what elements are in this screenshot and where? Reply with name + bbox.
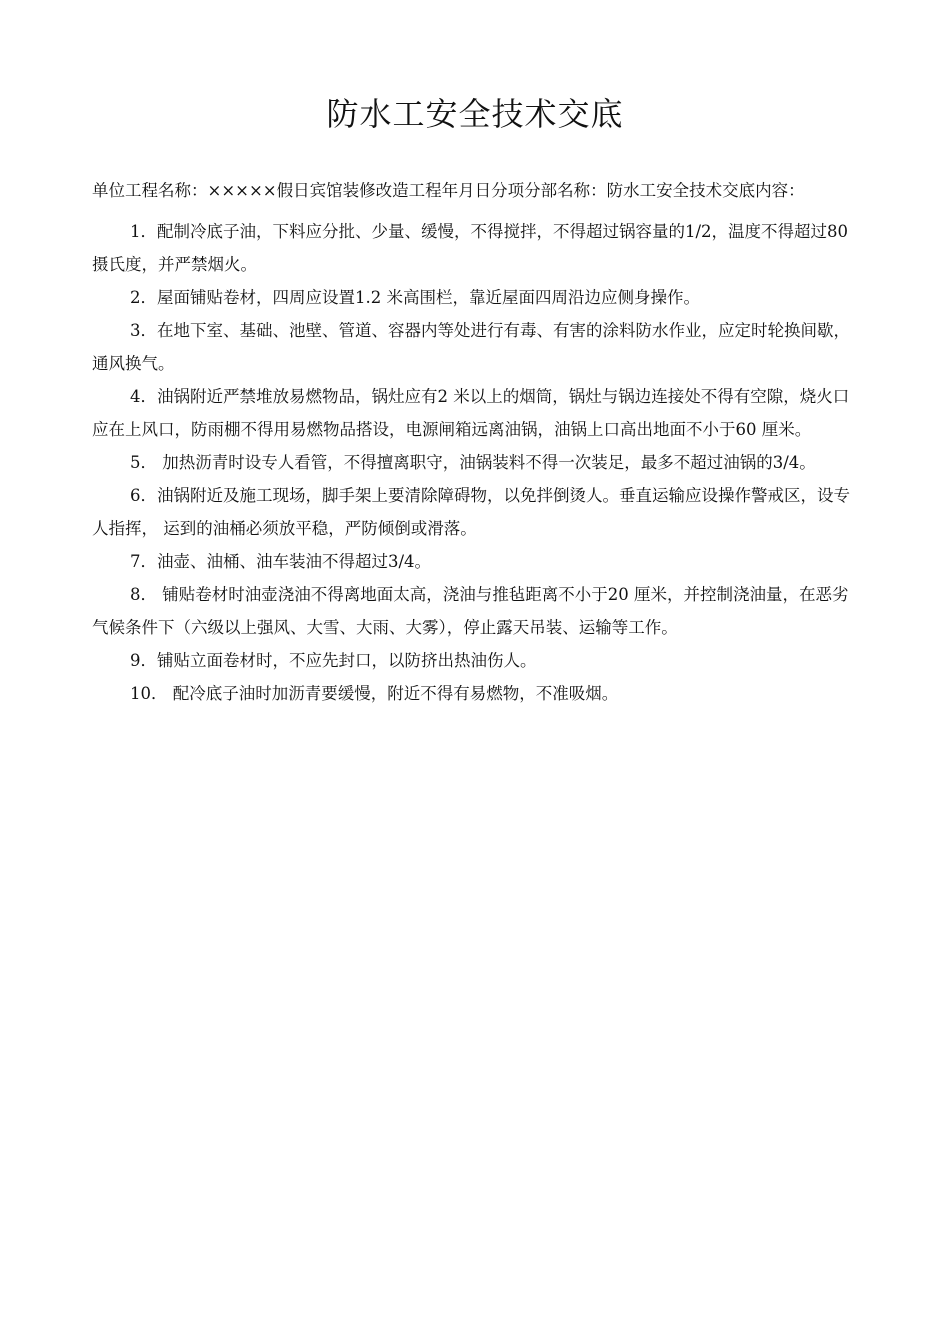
intro-paragraph: 单位工程名称：×××××假日宾馆装修改造工程年月日分项分部名称：防水工安全技术交底内容： [92, 181, 805, 200]
document-title: 防水工安全技术交底 [326, 95, 624, 133]
item-3: 3．在地下室、基础、池壁、管道、容器内等处进行有毒、有害的涂料防水作业，应定时轮换间歇，通风换气。 [92, 321, 850, 373]
item-4: 4．油锅附近严禁堆放易燃物品，锅灶应有2 米以上的烟筒，锅灶与锅边连接处不得有空隙，烧火口应在上风口，防雨棚不得用易燃物品搭设，电源闸箱远离油锅，油锅上口高出地面不小于60 厘米。 [92, 387, 850, 439]
item-10: 10． 配冷底子油时加沥青要缓慢，附近不得有易燃物，不准吸烟。 [130, 684, 619, 703]
item-9: 9．铺贴立面卷材时，不应先封口，以防挤出热油伤人。 [130, 651, 537, 670]
item-2: 2．屋面铺贴卷材，四周应设置1.2 米高围栏，靠近屋面四周沿边应侧身操作。 [130, 288, 700, 307]
item-1: 1．配制冷底子油，下料应分批、少量、缓慢，不得搅拌，不得超过锅容量的1/2，温度不得超过80 摄氏度，并严禁烟火。 [92, 222, 849, 274]
item-5: 5． 加热沥青时设专人看管，不得擅离职守，油锅装料不得一次装足，最多不超过油锅的3/4。 [130, 453, 816, 472]
item-8: 8． 铺贴卷材时油壶浇油不得离地面太高，浇油与推毡距离不小于20 厘米，并控制浇油量，在恶劣气候条件下（六级以上强风、大雪、大雨、大雾），停止露天吊装、运输等工作。 [92, 585, 849, 637]
document-body [92, 174, 858, 710]
item-6: 6．油锅附近及施工现场，脚手架上要清除障碍物，以免拌倒烫人。垂直运输应设操作警戒区，设专人指挥， 运到的油桶必须放平稳，严防倾倒或滑落。 [92, 486, 850, 538]
item-7: 7．油壶、油桶、油车装油不得超过3/4。 [130, 552, 432, 571]
